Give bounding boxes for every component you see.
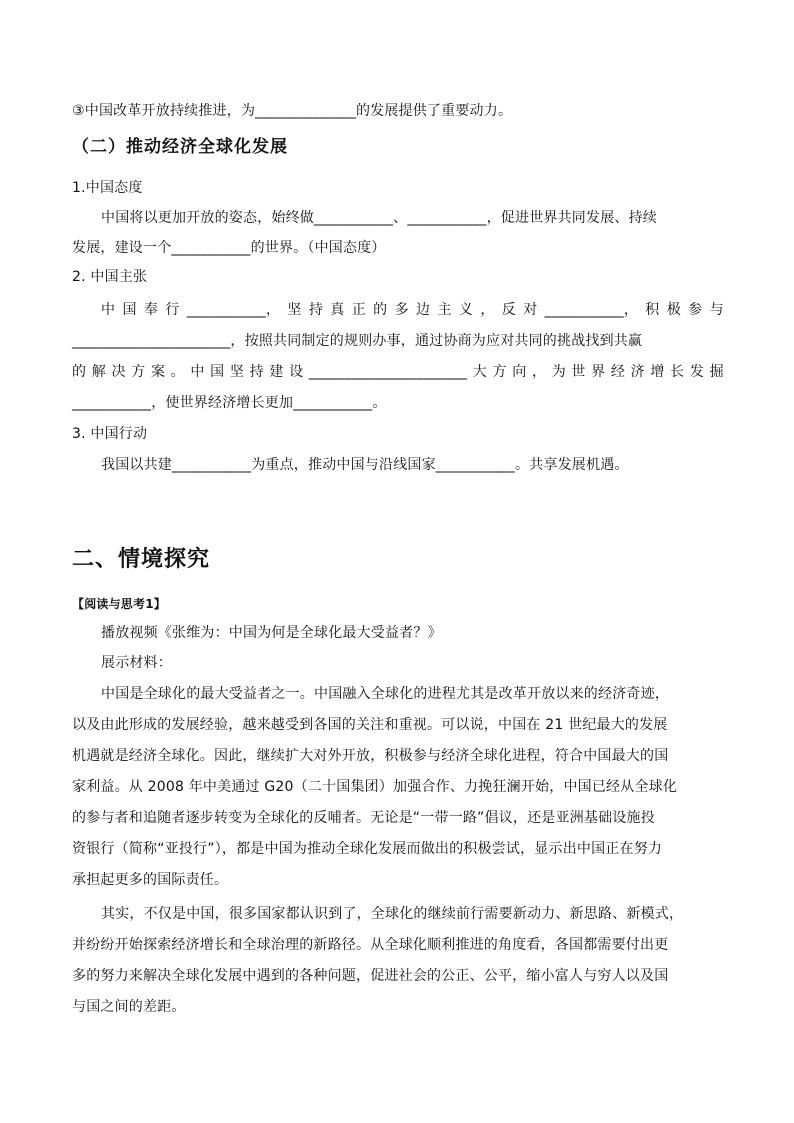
word: 解 bbox=[91, 364, 106, 380]
word: 向 bbox=[512, 364, 527, 380]
paragraph-2-line: 与国之间的差距。 bbox=[72, 999, 186, 1015]
word: 增 bbox=[650, 364, 665, 380]
word: 国 bbox=[122, 302, 137, 318]
word: 边 bbox=[416, 302, 431, 318]
word: 极 bbox=[666, 302, 681, 318]
word: 持 bbox=[308, 302, 324, 318]
word: ， bbox=[531, 364, 547, 380]
word: 长 bbox=[670, 364, 685, 380]
word: 决 bbox=[111, 364, 126, 380]
word: 的 bbox=[373, 302, 388, 318]
word: ， bbox=[480, 302, 495, 318]
paragraph-2-line: 多的努力来解决全球化发展中遇到的各种问题，促进社会的公正、公平，缩小富人与穷人以及国 bbox=[72, 968, 669, 984]
word: 大 bbox=[472, 364, 487, 380]
word: 界 bbox=[591, 364, 606, 380]
paragraph-1-line: 资银行（简称“亚投行”），都是中国为推动全球化发展而做出的积极尝试，显示出中国正在努力 bbox=[72, 841, 663, 857]
word: 与 bbox=[709, 302, 724, 318]
word: 坚 bbox=[229, 364, 245, 380]
video-line: 播放视频《张维为：中国为何是全球化最大受益者？》 bbox=[101, 625, 442, 641]
blank: ___________， bbox=[186, 302, 281, 318]
word: 持 bbox=[249, 364, 264, 380]
word: 中 bbox=[101, 302, 116, 318]
material-label: 展示材料： bbox=[101, 655, 172, 671]
word: 坚 bbox=[287, 302, 302, 318]
word: 对 bbox=[523, 302, 538, 318]
paragraph-1-line: 承担起更多的国际责任。 bbox=[72, 872, 229, 888]
word: 参 bbox=[688, 302, 703, 318]
section-heading-scenario-inquiry: 二、情境探究 bbox=[72, 547, 211, 572]
word: 案 bbox=[150, 364, 166, 380]
paragraph-1-line: 机遇就是经济全球化。因此，继续扩大对外开放，积极参与经济全球化进程，符合中国最大的国 bbox=[72, 748, 669, 764]
word: 中 bbox=[190, 364, 205, 380]
heading-china-action: 3. 中国行动 bbox=[72, 426, 148, 442]
proposition-line-2: ______________________，按照共同制定的规则办事，通过协商为应对共同的挑战找到共赢 bbox=[72, 333, 643, 349]
word: 行 bbox=[165, 302, 180, 318]
word: 济 bbox=[630, 364, 645, 380]
word: 真 bbox=[330, 302, 345, 318]
word: 义 bbox=[458, 302, 474, 318]
word: 奉 bbox=[143, 302, 159, 318]
paragraph-1-line: 以及由此形成的发展经验，越来越受到各国的关注和重视。可以说，中国在 21 世纪最大的发展 bbox=[72, 717, 668, 733]
word: 方 bbox=[492, 364, 507, 380]
reading-thinking-label: 【阅读与思考1】 bbox=[72, 597, 166, 611]
item-3-text: ③中国改革开放持续推进，为______________的发展提供了重要动力。 bbox=[72, 103, 513, 119]
word: 主 bbox=[437, 302, 452, 318]
word: 掘 bbox=[709, 364, 724, 380]
word: 反 bbox=[501, 302, 516, 318]
subheading-promote-globalization: （二）推动经济全球化发展 bbox=[72, 137, 288, 157]
paragraph-1-line: 的参与者和追随者逐步转变为全球化的反哺者。无论是“一带一路”倡议，还是亚洲基础设施投 bbox=[72, 810, 655, 826]
word: 设 bbox=[289, 364, 304, 380]
action-line-1: 我国以共建___________为重点，推动中国与沿线国家___________。共享发展机遇。 bbox=[101, 457, 629, 473]
word: 国 bbox=[210, 364, 225, 380]
word: 正 bbox=[351, 302, 366, 318]
paragraph-1-line: 中国是全球化的最大受益者之一。中国融入全球化的进程尤其是改革开放以来的经济奇迹， bbox=[101, 686, 669, 702]
word: 世 bbox=[571, 364, 586, 380]
attitude-line-2: 发展，建设一个___________的世界。（中国态度） bbox=[72, 240, 386, 256]
paragraph-1-line: 家利益。从 2008 年中美通过 G20（二十国集团）加强合作、力挽狂澜开始，中国已经从全球化 bbox=[72, 779, 678, 795]
word: 方 bbox=[131, 364, 146, 380]
blank: ______________________ bbox=[308, 364, 468, 380]
proposition-line-3 bbox=[72, 362, 724, 382]
word: 为 bbox=[551, 364, 566, 380]
heading-china-attitude: 1.中国态度 bbox=[72, 180, 143, 196]
word: 的 bbox=[72, 364, 87, 380]
word: 。 bbox=[170, 364, 185, 380]
heading-china-proposition: 2. 中国主张 bbox=[72, 269, 148, 285]
proposition-line-4: ___________，使世界经济增长更加___________。 bbox=[72, 395, 387, 411]
attitude-line-1: 中国将以更加开放的姿态，始终做___________、___________，促进世界共同发展、持续 bbox=[101, 210, 657, 226]
proposition-line-1 bbox=[101, 300, 724, 320]
blank: ___________， bbox=[544, 302, 639, 318]
paragraph-2-line: 并纷纷开始探索经济增长和全球治理的新路径。从全球化顺利推进的角度看，各国都需要付出更 bbox=[72, 937, 669, 953]
word: 经 bbox=[610, 364, 626, 380]
word: 多 bbox=[394, 302, 409, 318]
word: 发 bbox=[689, 364, 705, 380]
word: 积 bbox=[645, 302, 660, 318]
paragraph-2-line: 其实，不仅是中国，很多国家都认识到了，全球化的继续前行需要新动力、新思路、新模式， bbox=[101, 906, 684, 922]
word: 建 bbox=[269, 364, 284, 380]
